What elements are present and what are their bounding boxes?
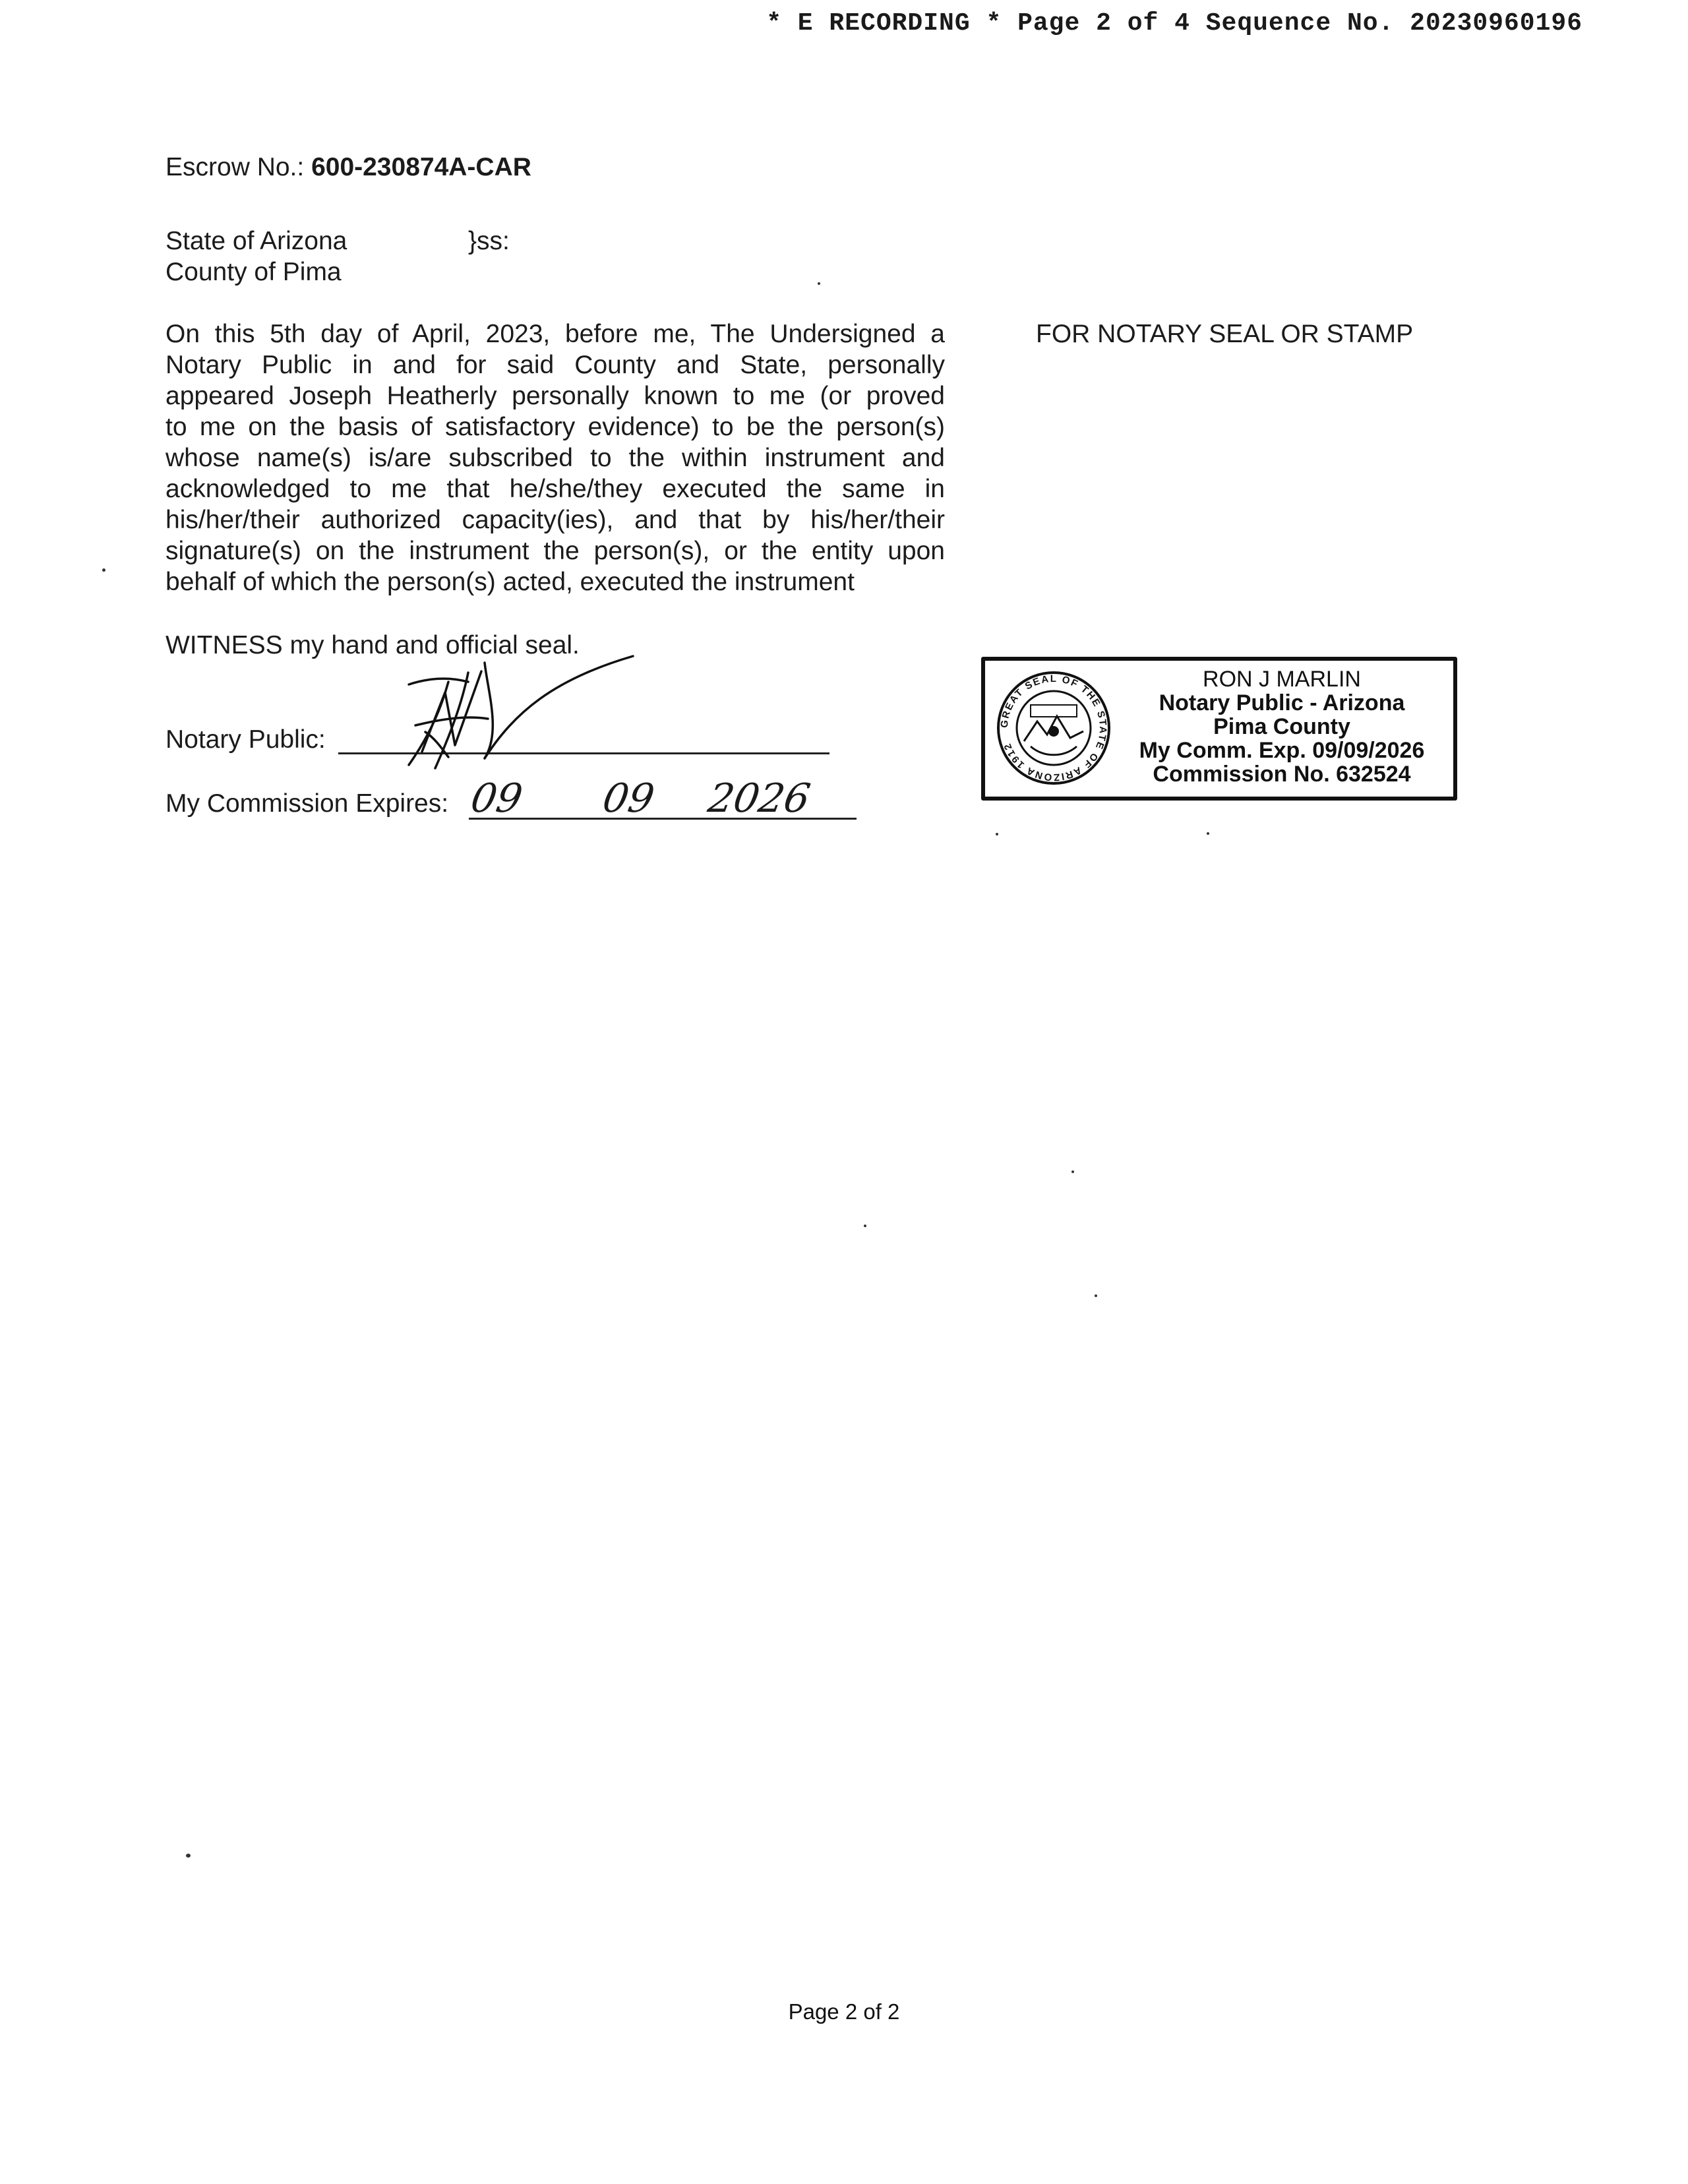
ack-line: to me on the basis of satisfactory evidence) to be the person(s) — [166, 413, 945, 441]
ack-line: whose name(s) is/are subscribed to the within instrument and — [166, 444, 945, 472]
ack-line: behalf of which the person(s) acted, executed the instrument — [166, 568, 855, 596]
handwritten-date-year: 2026 — [704, 775, 814, 822]
ack-line: appeared Joseph Heatherly personally known to me (or proved — [166, 382, 945, 410]
handwritten-date-day: 09 — [599, 775, 658, 822]
recording-header: * E RECORDING * Page 2 of 4 Sequence No. 20230960196 — [766, 9, 1582, 38]
venue-state: State of Arizona — [166, 227, 347, 255]
acknowledgment-paragraph — [166, 318, 945, 597]
scan-speck — [996, 833, 998, 835]
stamp-expiration: My Comm. Exp. 09/09/2026 — [1139, 738, 1425, 763]
scan-speck — [864, 1225, 866, 1227]
ack-line: acknowledged to me that he/she/they executed the same in — [166, 475, 945, 503]
notary-public-label: Notary Public: — [166, 725, 326, 754]
scan-speck — [102, 568, 106, 572]
escrow-value: 600-230874A-CAR — [311, 153, 531, 181]
stamp-county: Pima County — [1213, 714, 1350, 739]
ack-line: signature(s) on the instrument the person(s), or the entity upon — [166, 537, 945, 565]
notary-seal-area-label: FOR NOTARY SEAL OR STAMP — [1036, 320, 1414, 348]
page-footer: Page 2 of 2 — [788, 1999, 900, 2024]
notary-stamp — [981, 657, 1457, 801]
notary-signature — [369, 653, 646, 785]
venue-county: County of Pima — [166, 258, 342, 286]
scan-speck — [1071, 1170, 1074, 1173]
stamp-commission-number: Commission No. 632524 — [1153, 762, 1411, 787]
stamp-notary-name: RON J MARLIN — [1203, 667, 1361, 692]
scan-speck — [1095, 1294, 1097, 1297]
escrow-label: Escrow No.: — [166, 153, 305, 181]
scan-speck — [1207, 832, 1209, 835]
svg-text:GREAT SEAL OF THE STATE OF ARI: GREAT SEAL OF THE STATE OF ARIZONA 1912 — [998, 673, 1109, 783]
ack-line: Notary Public in and for said County and State, personally — [166, 351, 945, 379]
handwritten-date-month: 09 — [467, 775, 526, 822]
ack-line: On this 5th day of April, 2023, before me, The Undersigned a — [166, 320, 945, 348]
commission-expires-label: My Commission Expires: — [166, 789, 449, 818]
scan-speck — [186, 1854, 191, 1858]
scan-speck — [818, 282, 820, 285]
state-seal-icon — [994, 669, 1113, 787]
stamp-text-block — [1114, 667, 1450, 786]
witness-line: WITNESS my hand and official seal. — [166, 631, 580, 659]
venue-ss: }ss: — [468, 227, 510, 255]
ack-line: his/her/their authorized capacity(ies), and that by his/her/their — [166, 506, 945, 534]
stamp-notary-title: Notary Public - Arizona — [1159, 690, 1405, 715]
escrow-number — [166, 152, 531, 183]
